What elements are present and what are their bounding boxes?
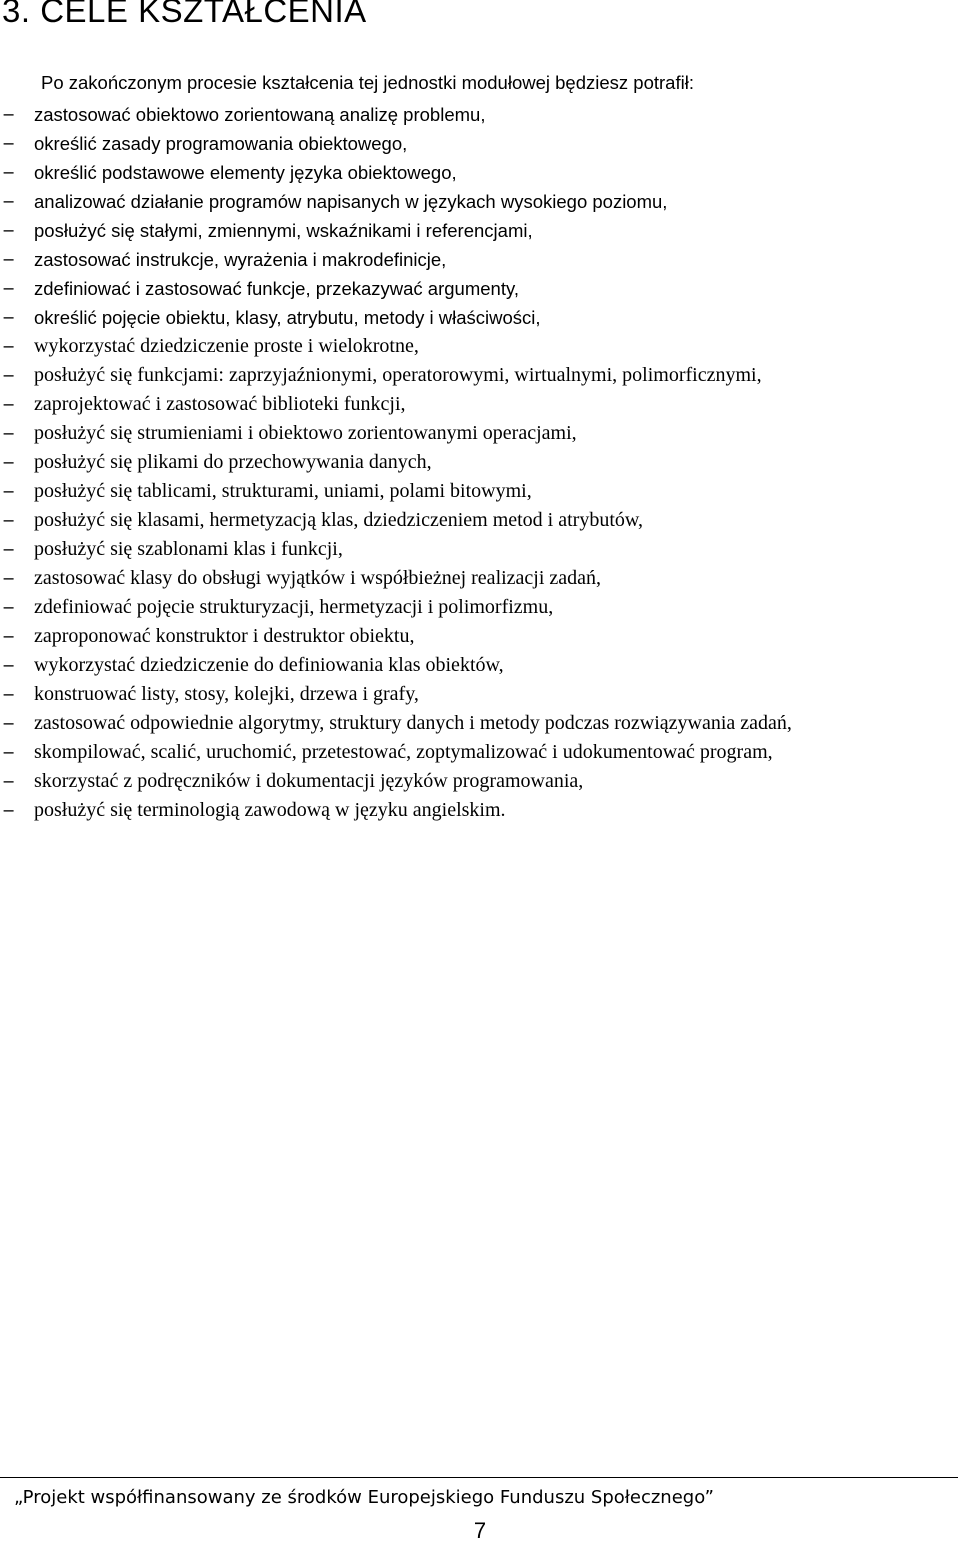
objective-item [0,564,958,593]
bullet-dash-icon: − [2,540,16,559]
objective-item [0,593,958,622]
bullet-dash-icon: − [2,192,16,211]
objective-text: konstruować listy, stosy, kolejki, drzewa i grafy, [34,683,419,705]
objective-text: zaproponować konstruktor i destruktor obiektu, [34,625,415,647]
objective-text: posłużyć się funkcjami: zaprzyjaźnionymi, operatorowymi, wirtualnymi, polimorficznymi, [34,364,762,386]
bullet-dash-icon: − [2,569,16,588]
bullet-dash-icon: − [2,685,16,704]
bullet-dash-icon: − [2,627,16,646]
objective-text: zaprojektować i zastosować biblioteki funkcji, [34,393,406,415]
objective-text: posłużyć się terminologią zawodową w języku angielskim. [34,799,506,821]
objective-text: skompilować, scalić, uruchomić, przetestować, zoptymalizować i udokumentować program, [34,741,773,763]
bullet-dash-icon: − [2,714,16,733]
objective-text: zastosować odpowiednie algorytmy, struktury danych i metody podczas rozwiązywania zadań, [34,712,792,734]
bullet-dash-icon: − [2,598,16,617]
objective-item [0,274,958,303]
objectives-list [0,100,958,825]
objective-text: posłużyć się tablicami, strukturami, uniami, polami bitowymi, [34,480,532,502]
objective-text: zdefiniować i zastosować funkcje, przekazywać argumenty, [34,278,519,299]
objective-item [0,361,958,390]
objective-text: analizować działanie programów napisanych w językach wysokiego poziomu, [34,191,668,212]
objective-text: posłużyć się strumieniami i obiektowo zorientowanymi operacjami, [34,422,577,444]
bullet-dash-icon: − [2,656,16,675]
objective-item [0,216,958,245]
objective-item [0,448,958,477]
objective-item [0,129,958,158]
objective-item [0,709,958,738]
bullet-dash-icon: − [2,221,16,240]
objective-item [0,419,958,448]
objective-item [0,158,958,187]
objective-item [0,332,958,361]
objective-text: posłużyć się szablonami klas i funkcji, [34,538,343,560]
page-number: 7 [473,1518,487,1543]
objective-item [0,100,958,129]
bullet-dash-icon: − [2,279,16,298]
bullet-dash-icon: − [2,453,16,472]
objective-text: zastosować obiektowo zorientowaną analizę problemu, [34,104,486,125]
objective-item [0,303,958,332]
objective-item [0,622,958,651]
objective-item [0,738,958,767]
bullet-dash-icon: − [2,395,16,414]
intro-text: Po zakończonym procesie kształcenia tej jednostki modułowej będziesz potrafił: [41,72,694,93]
bullet-dash-icon: − [2,801,16,820]
bullet-dash-icon: − [2,134,16,153]
footer-divider [0,1477,958,1478]
objective-text: określić pojęcie obiektu, klasy, atrybutu, metody i właściwości, [34,307,541,328]
objective-text: wykorzystać dziedziczenie do definiowania klas obiektów, [34,654,504,676]
objective-item [0,535,958,564]
objective-item [0,477,958,506]
objective-item [0,680,958,709]
objective-text: posłużyć się stałymi, zmiennymi, wskaźnikami i referencjami, [34,220,533,241]
objective-text: wykorzystać dziedziczenie proste i wielokrotne, [34,335,419,357]
bullet-dash-icon: − [2,366,16,385]
bullet-dash-icon: − [2,337,16,356]
bullet-dash-icon: − [2,743,16,762]
bullet-dash-icon: − [2,511,16,530]
objective-item [0,651,958,680]
objective-text: zastosować instrukcje, wyrażenia i makrodefinicje, [34,249,447,270]
footer-funding-note: „Projekt współfinansowany ze środków Europejskiego Funduszu Społecznego” [14,1487,714,1508]
bullet-dash-icon: − [2,772,16,791]
objective-item [0,796,958,825]
objective-text: zdefiniować pojęcie strukturyzacji, hermetyzacji i polimorfizmu, [34,596,554,618]
objective-item [0,506,958,535]
section-heading: 3. CELE KSZTAŁCENIA [2,0,367,29]
bullet-dash-icon: − [2,105,16,124]
bullet-dash-icon: − [2,424,16,443]
objective-text: zastosować klasy do obsługi wyjątków i współbieżnej realizacji zadań, [34,567,602,589]
objective-item [0,390,958,419]
bullet-dash-icon: − [2,250,16,269]
bullet-dash-icon: − [2,163,16,182]
objective-text: posłużyć się klasami, hermetyzacją klas, dziedziczeniem metod i atrybutów, [34,509,644,531]
objective-text: skorzystać z podręczników i dokumentacji języków programowania, [34,770,584,792]
bullet-dash-icon: − [2,308,16,327]
objective-item [0,245,958,274]
objective-item [0,767,958,796]
objective-text: określić podstawowe elementy języka obiektowego, [34,162,457,183]
objective-text: posłużyć się plikami do przechowywania danych, [34,451,432,473]
bullet-dash-icon: − [2,482,16,501]
objective-text: określić zasady programowania obiektowego, [34,133,408,154]
objective-item [0,187,958,216]
